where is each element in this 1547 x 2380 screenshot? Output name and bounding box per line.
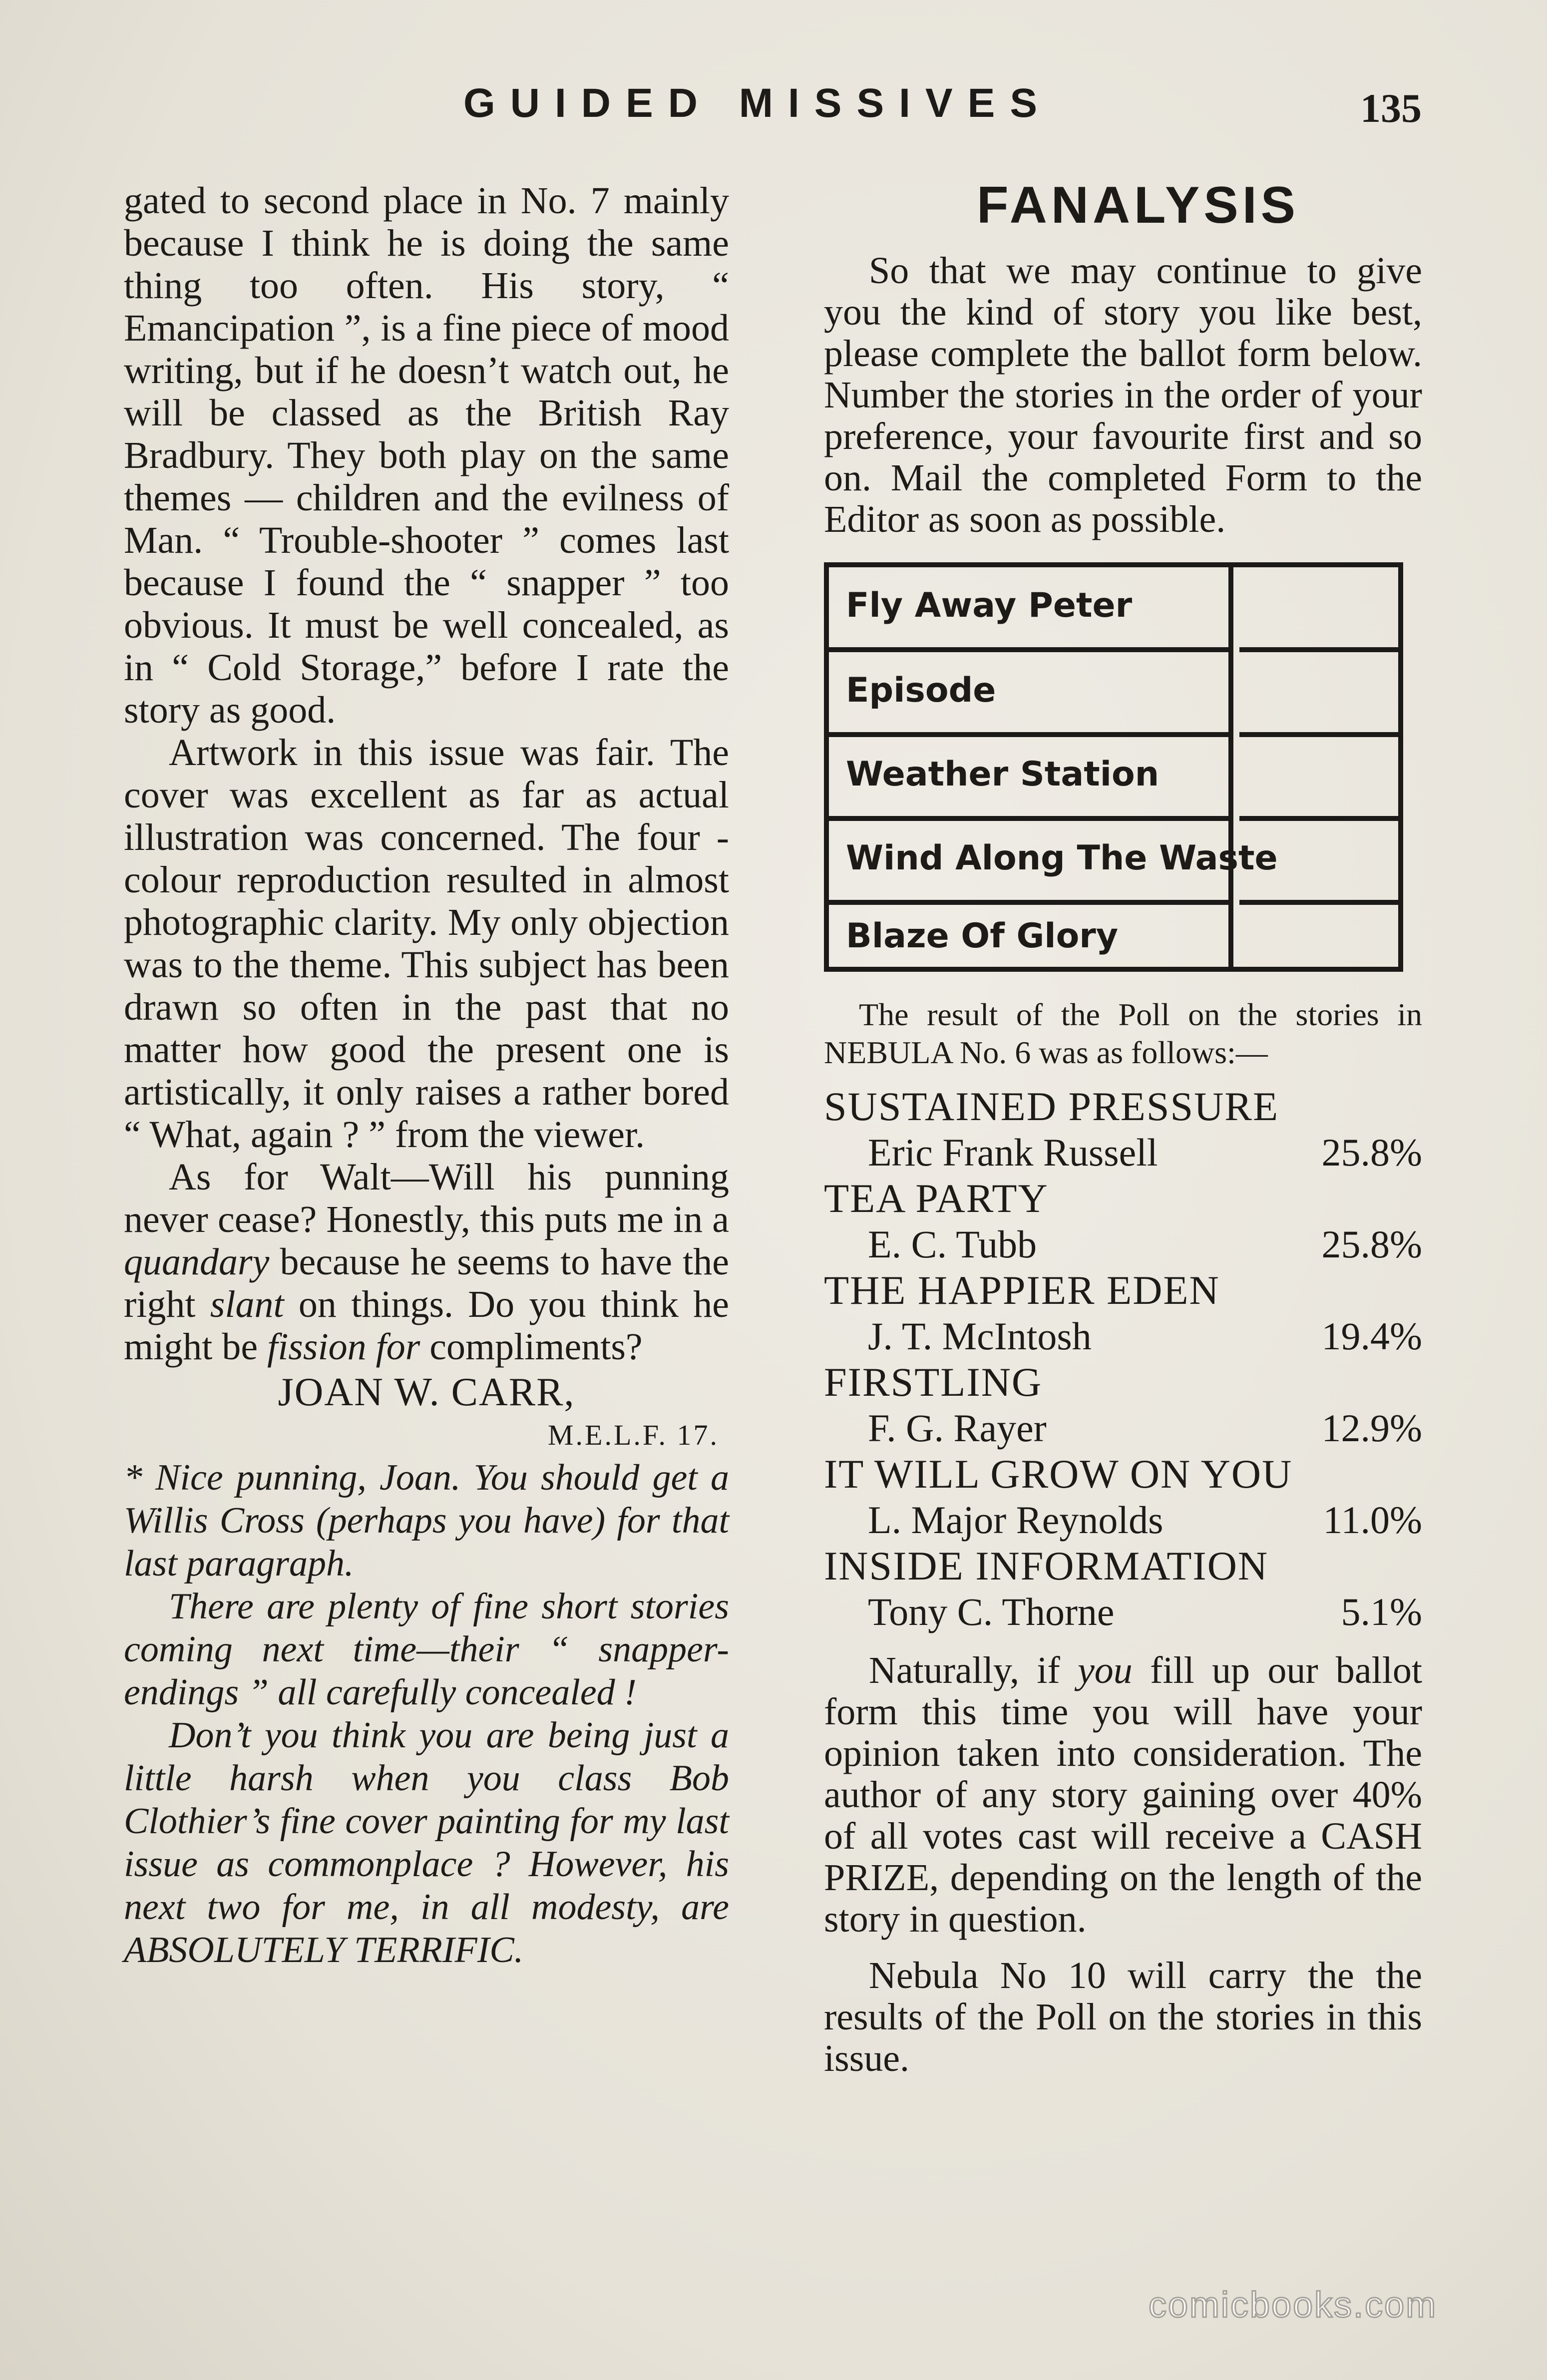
ballot-story-label: Wind Along The Waste <box>846 838 1278 878</box>
poll-result <box>824 1267 1422 1359</box>
result-author: E. C. Tubb <box>868 1222 1037 1266</box>
result-percent: 25.8% <box>1321 1131 1422 1174</box>
closing-paragraph-1 <box>824 1650 1422 1940</box>
fanalysis-intro: So that we may continue to give you the kind of story you like best, please complete the ballot form below. Number the stories in the order of your preference, your favourite first and so on. Mail the completed Form to the Editor as soon as possible. <box>824 250 1422 540</box>
letter-paragraph-1: gated to second place in No. 7 mainly because I think he is doing the same thing too often. His story, “ Emancipation ”, is a fine piece of mood writing, but if he doesn’t watch out, he will be classed as the British Ray Bradbury. They both play on the same themes — children and the evilness of Man. “ Trouble-shooter ” comes last because I found the “ snapper ” too obvious. It must be well concealed, as in “ Cold Storage,” before I rate the story as good. <box>124 180 729 731</box>
letter-text: compliments? <box>420 1326 643 1368</box>
result-author: F. G. Rayer <box>868 1406 1047 1450</box>
ballot-row <box>829 903 1398 967</box>
poll-result <box>824 1359 1422 1451</box>
pun-slant: slant <box>210 1283 284 1325</box>
ballot-row <box>829 567 1398 648</box>
result-author-line <box>824 1405 1422 1451</box>
result-author-line <box>824 1221 1422 1267</box>
letter-paragraph-3 <box>124 1156 729 1368</box>
letter-text: because he seems to have the right <box>124 1241 729 1325</box>
poll-result <box>824 1451 1422 1543</box>
editor-reply-2: There are plenty of fine short stories coming next time—their “ snapper-endings ” all carefully concealed ! <box>124 1586 729 1713</box>
ballot-row <box>829 820 1398 901</box>
ballot-row <box>829 652 1398 733</box>
letter-text: As for Walt—Will his punning never cease? Honestly, this puts me in a <box>124 1156 729 1240</box>
editor-reply-1: * Nice punning, Joan. You should get a Willis Cross (perhaps you have) for that last paragraph. <box>124 1457 729 1584</box>
result-percent: 11.0% <box>1323 1498 1422 1542</box>
poll-result <box>824 1084 1422 1176</box>
result-percent: 5.1% <box>1341 1590 1422 1633</box>
closing-text: fill up our ballot form this time you will have your opinion taken into consideration. The author of any story gaining over 40% of all votes cast will receive a CASH PRIZE, depending on the length of the story in question. <box>824 1649 1422 1940</box>
result-author-line <box>824 1130 1422 1176</box>
result-author: Tony C. Thorne <box>868 1590 1115 1633</box>
result-percent: 12.9% <box>1321 1406 1422 1450</box>
letter-text: on things. Do you think he might be <box>124 1283 729 1368</box>
result-story-title: IT WILL GROW ON YOU <box>824 1451 1293 1497</box>
signature-place: M.E.L.F. 17. <box>547 1419 719 1451</box>
result-author-line <box>824 1589 1422 1635</box>
letter-paragraph-2: Artwork in this issue was fair. The cover was excellent as far as actual illustration was concerned. The four - colour reproduction resulted in almost photographic clarity. My only objection was to the theme. This subject has been drawn so often in the past that no matter how good the present one is artistically, it only raises a rather bored “ What, again ? ” from the viewer. <box>124 732 729 1156</box>
ballot-story-label: Fly Away Peter <box>846 586 1133 625</box>
closing-text: Naturally, if <box>869 1649 1078 1691</box>
result-author-line <box>824 1313 1422 1359</box>
signature-name: JOAN W. CARR, <box>278 1370 575 1414</box>
result-story-title: THE HAPPIER EDEN <box>824 1267 1220 1313</box>
ballot-rank-box[interactable] <box>1239 647 1398 652</box>
result-author: Eric Frank Russell <box>868 1131 1158 1174</box>
editor-reply-3: Don’t you think you are being just a little harsh when you class Bob Clothier’s fine cover painting for my last issue as commonplace ? However, his next two for me, in all modesty, are ABSOLUTELY TERRIFIC. <box>124 1715 729 1971</box>
ballot-story-label: Weather Station <box>846 755 1160 794</box>
page-number: 135 <box>1360 85 1422 131</box>
closing-emphasis: you <box>1078 1649 1133 1691</box>
result-author: J. T. McIntosh <box>868 1314 1092 1358</box>
result-author: L. Major Reynolds <box>868 1498 1163 1542</box>
letter-column <box>124 180 729 1972</box>
poll-result <box>824 1543 1422 1635</box>
ballot-rule <box>829 647 1228 652</box>
poll-intro: The result of the Poll on the stories in NEBULA No. 6 was as follows:— <box>824 997 1422 1070</box>
result-story-title: FIRSTLING <box>824 1359 1043 1405</box>
pun-fission: fission for <box>267 1326 420 1368</box>
pun-quandary: quandary <box>124 1241 270 1283</box>
ballot-row <box>829 736 1398 817</box>
page-header <box>0 80 1547 140</box>
result-percent: 19.4% <box>1321 1314 1422 1358</box>
ballot-story-label: Blaze Of Glory <box>846 916 1119 956</box>
poll-result <box>824 1176 1422 1267</box>
result-story-title: SUSTAINED PRESSURE <box>824 1084 1279 1129</box>
result-percent: 25.8% <box>1321 1222 1422 1266</box>
fanalysis-title: FANALYSIS <box>976 176 1300 234</box>
site-watermark: comicbooks.com <box>1149 2285 1438 2325</box>
ballot-form <box>824 562 1403 972</box>
result-author-line <box>824 1497 1422 1543</box>
running-head: GUIDED MISSIVES <box>463 80 1053 126</box>
ballot-story-label: Episode <box>846 671 996 710</box>
closing-paragraph-2: Nebula No 10 will carry the the results of the Poll on the stories in this issue. <box>824 1955 1422 2079</box>
result-story-title: TEA PARTY <box>824 1176 1049 1221</box>
result-story-title: INSIDE INFORMATION <box>824 1543 1269 1588</box>
fanalysis-column <box>824 176 1422 2079</box>
poll-results <box>824 1084 1422 1635</box>
